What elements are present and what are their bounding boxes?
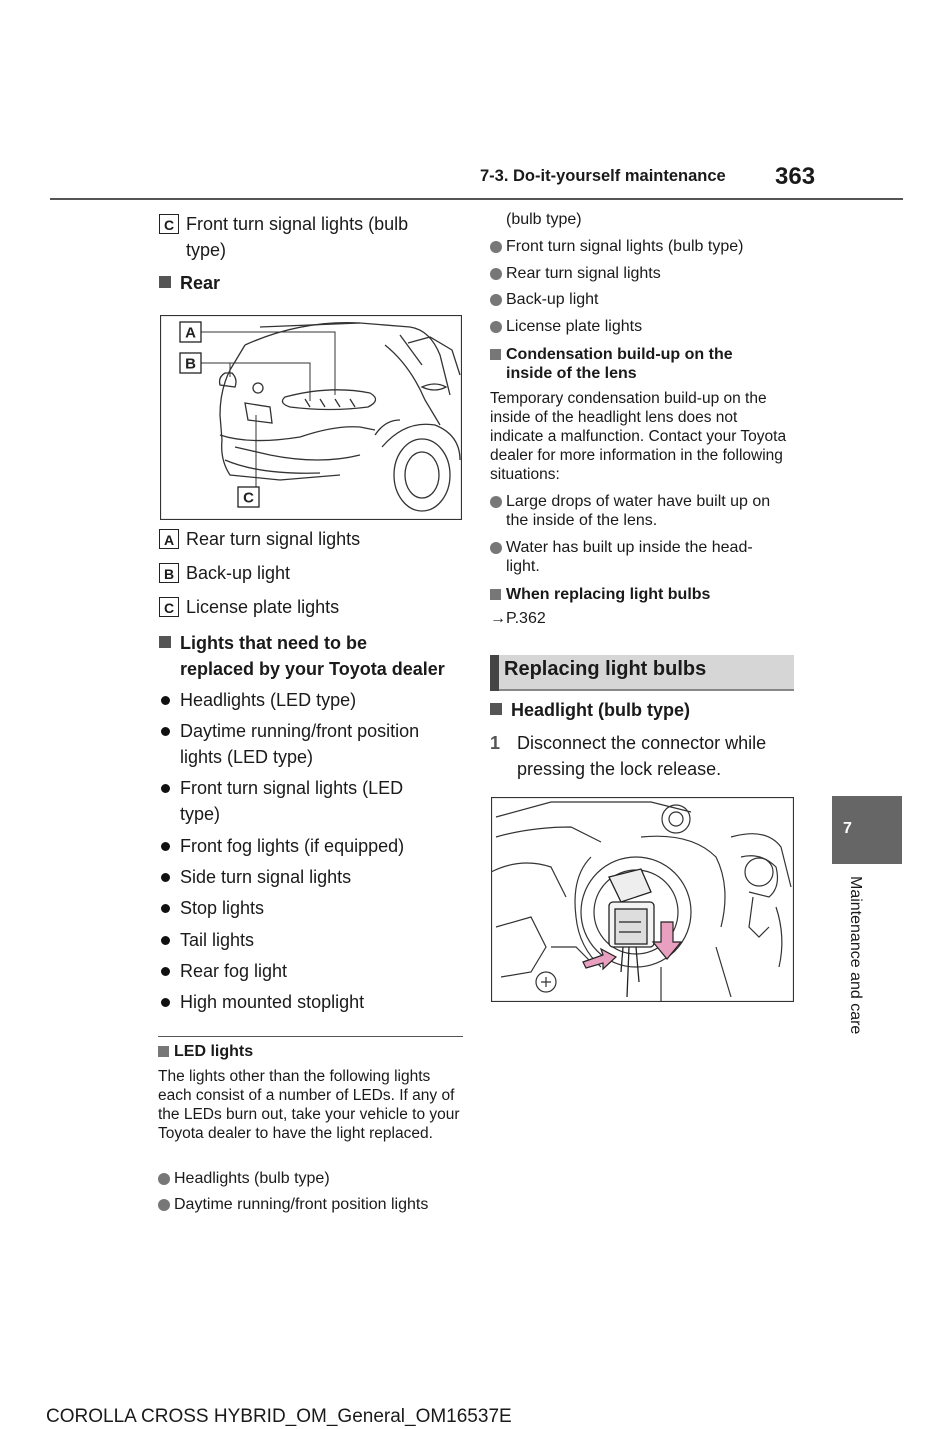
- rear-heading: Rear: [159, 273, 220, 294]
- step-text: Disconnect the connector while pressing the lock release.: [517, 733, 767, 779]
- square-bullet-icon: [490, 703, 502, 715]
- rear-lights-figure: [160, 315, 462, 520]
- svg-text:B: B: [185, 355, 196, 373]
- square-bullet-icon: [490, 589, 501, 600]
- svg-text:A: A: [185, 324, 196, 342]
- running-header: 7-3. Do-it-yourself maintenance: [480, 167, 726, 185]
- page-number: 363: [775, 163, 816, 190]
- chapter-tab[interactable]: [832, 796, 902, 864]
- header-rule: [50, 198, 903, 200]
- square-bullet-icon: [490, 349, 501, 360]
- section-title: Replacing light bulbs: [504, 658, 707, 680]
- note-divider: [158, 1036, 463, 1037]
- square-bullet-icon: [158, 1046, 169, 1057]
- svg-text:C: C: [243, 489, 254, 507]
- page-reference-link[interactable]: →P.362: [490, 610, 546, 627]
- headlight-heading: Headlight (bulb type): [490, 700, 690, 721]
- callout-box: C: [159, 214, 179, 234]
- callout-label-a: A Rear turn signal lights: [159, 529, 179, 551]
- callout-text-cont: type): [186, 240, 227, 260]
- callout-label-c-front: [159, 214, 409, 260]
- chapter-number: 7: [843, 820, 852, 837]
- callout-label-b: B Back-up light: [159, 563, 179, 585]
- condensation-text: Temporary condensation build-up on the inside of the headlight lens does not indicate a malfunction. Contact your Toyota dealer for more information in the following situations:: [490, 390, 787, 483]
- square-bullet-icon: [159, 276, 171, 288]
- section-title-bar: [490, 655, 794, 691]
- callout-text: Front turn signal lights (bulb: [186, 214, 409, 234]
- section-accent: [490, 655, 499, 691]
- step-number: 1: [490, 733, 501, 753]
- continued-text: (bulb type): [506, 211, 582, 228]
- chapter-label: Maintenance and care: [847, 876, 864, 1035]
- callout-b: [180, 353, 201, 373]
- headlight-connector-figure: [491, 797, 794, 1002]
- callout-c: [238, 487, 259, 507]
- dealer-heading: Lights that need to be replaced by your Toyota dealer: [159, 630, 445, 682]
- footer-document-id: COROLLA CROSS HYBRID_OM_General_OM16537E: [46, 1406, 512, 1427]
- led-text: The lights other than the following lights each consist of a number of LEDs. If any of the LEDs burn out, take your vehicle to your Toyota dealer to have the light replaced.: [158, 1068, 460, 1142]
- square-bullet-icon: [159, 636, 171, 648]
- callout-label-c: C License plate lights: [159, 597, 179, 619]
- callout-a: [180, 322, 201, 342]
